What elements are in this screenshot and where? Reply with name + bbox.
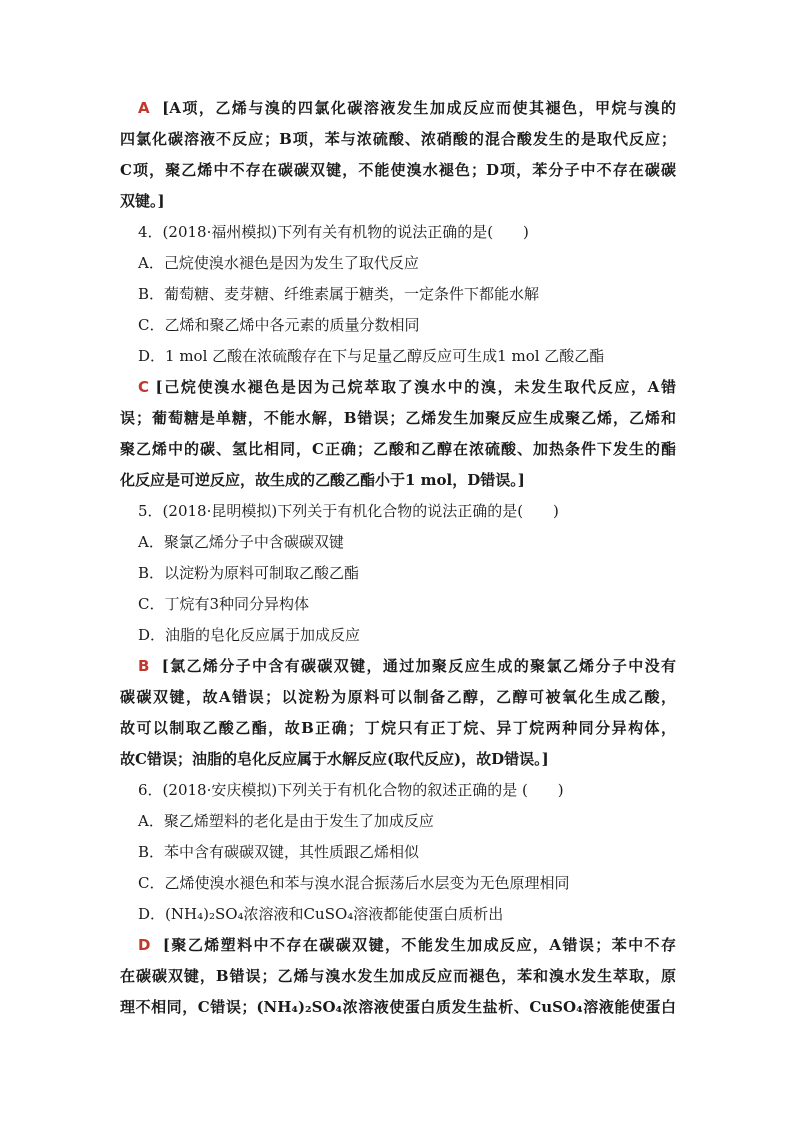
- explanation-line: 理不相同，C错误；(NH₄)₂SO₄浓溶液使蛋白质发生盐析、CuSO₄溶液能使蛋白: [120, 998, 676, 1016]
- explanation-line: C [己烷使溴水褪色是因为己烷萃取了溴水中的溴，未发生取代反应，A错: [138, 378, 676, 396]
- explanation-line: 在碳碳双键，B错误；乙烯与溴水发生加成反应而褪色，苯和溴水发生萃取，原: [120, 967, 676, 985]
- explanation-block: [120, 93, 676, 217]
- explanation-line: C项，聚乙烯中不存在碳碳双键，不能使溴水褪色；D项，苯分子中不存在碳碳: [120, 161, 676, 179]
- option-d: D．1 mol 乙酸在浓硫酸存在下与足量乙醇反应可生成1 mol 乙酸乙酯: [138, 347, 605, 365]
- explanation-block: [120, 372, 676, 496]
- explanation-line: B [氯乙烯分子中含有碳碳双键，通过加聚反应生成的聚氯乙烯分子中没有: [138, 657, 676, 675]
- option-b: B．苯中含有碳碳双键，其性质跟乙烯相似: [138, 843, 420, 861]
- explanation-line: 四氯化碳溶液不反应；B项，苯与浓硫酸、浓硝酸的混合酸发生的是取代反应；: [120, 130, 676, 148]
- explanation-block: [120, 930, 676, 1023]
- answer-letter: B: [138, 657, 150, 675]
- explanation-line: 故C错误；油脂的皂化反应属于水解反应(取代反应)，故D错误。]: [120, 750, 549, 768]
- question-stem: 6．(2018·安庆模拟)下列关于有机化合物的叙述正确的是 ( ): [138, 781, 564, 799]
- answer-letter: A: [138, 99, 150, 117]
- explanation-line: D [聚乙烯塑料中不存在碳碳双键，不能发生加成反应，A错误；苯中不存: [138, 936, 676, 954]
- option-a: A．聚乙烯塑料的老化是由于发生了加成反应: [138, 812, 434, 830]
- explanation-block: [120, 651, 676, 775]
- question-stem: 4．(2018·福州模拟)下列有关有机物的说法正确的是( ): [138, 223, 529, 241]
- explanation-line: 双键。]: [120, 192, 165, 210]
- explanation-line: 碳碳双键，故A错误；以淀粉为原料可以制备乙醇，乙醇可被氧化生成乙酸，: [120, 688, 676, 706]
- option-d: D．油脂的皂化反应属于加成反应: [138, 626, 361, 644]
- option-d: D．(NH₄)₂SO₄浓溶液和CuSO₄溶液都能使蛋白质析出: [138, 905, 504, 923]
- option-c: C．丁烷有3种同分异构体: [138, 595, 310, 613]
- option-a: A．聚氯乙烯分子中含碳碳双键: [138, 533, 344, 551]
- explanation-line: 误；葡萄糖是单糖，不能水解，B错误；乙烯发生加聚反应生成聚乙烯，乙烯和: [120, 409, 676, 427]
- document-content: [120, 93, 676, 1023]
- question-block: [120, 496, 676, 651]
- explanation-line: 故可以制取乙酸乙酯，故B正确；丁烷只有正丁烷、异丁烷两种同分异构体，: [120, 719, 676, 737]
- explanation-line: 聚乙烯中的碳、氢比相同，C正确；乙酸和乙醇在浓硫酸、加热条件下发生的酯: [120, 440, 676, 458]
- explanation-line: A [A项，乙烯与溴的四氯化碳溶液发生加成反应而使其褪色，甲烷与溴的: [138, 99, 676, 117]
- option-b: B．以淀粉为原料可制取乙酸乙酯: [138, 564, 360, 582]
- option-b: B．葡萄糖、麦芽糖、纤维素属于糖类，一定条件下都能水解: [138, 285, 540, 303]
- answer-letter: D: [138, 936, 151, 954]
- question-block: [120, 775, 676, 930]
- option-c: C．乙烯和聚乙烯中各元素的质量分数相同: [138, 316, 420, 334]
- explanation-line: 化反应是可逆反应，故生成的乙酸乙酯小于1 mol，D错误。]: [120, 471, 525, 489]
- answer-letter: C: [138, 378, 150, 396]
- option-a: A．己烷使溴水褪色是因为发生了取代反应: [138, 254, 419, 272]
- question-block: [120, 217, 676, 372]
- question-stem: 5．(2018·昆明模拟)下列关于有机化合物的说法正确的是( ): [138, 502, 559, 520]
- option-c: C．乙烯使溴水褪色和苯与溴水混合振荡后水层变为无色原理相同: [138, 874, 570, 892]
